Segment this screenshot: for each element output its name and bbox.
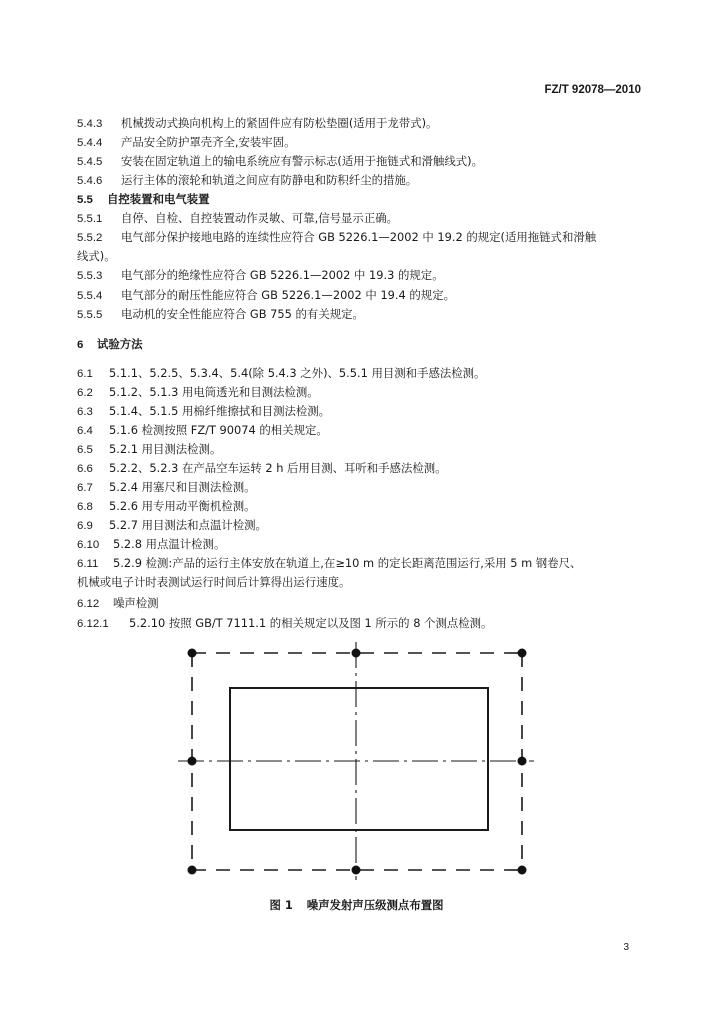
- clause-heading: 自控装置和电气装置: [107, 192, 210, 206]
- clause-text: 电气部分的耐压性能应符合 GB 5226.1—2002 中 19.4 的规定。: [121, 288, 455, 302]
- clause-text: 自停、自检、自控装置动作灵敏、可靠,信号显示正确。: [121, 211, 398, 225]
- section-6-heading: [77, 337, 642, 352]
- clause-number: 5.5.4: [77, 290, 103, 302]
- test-text: 5.2.2、5.2.3 在产品空车运转 2 h 后用目测、耳听和手感法检测。: [109, 461, 447, 475]
- standard-code: FZ/T 92078—2010: [544, 84, 641, 96]
- test-number: 6.12: [77, 598, 100, 610]
- figure-title: 噪声发射声压级测点布置图: [306, 898, 444, 912]
- figure-caption: [0, 897, 713, 913]
- test-text: 5.1.4、5.1.5 用棉纤维擦拭和目测法检测。: [109, 404, 331, 418]
- clause-5-5-4: [77, 288, 642, 303]
- measurement-point: [188, 649, 197, 658]
- clause-number: 5.5.2: [77, 232, 103, 244]
- clause-number: 5.5: [77, 194, 93, 206]
- clause-number: 5.5.5: [77, 309, 103, 321]
- measurement-point: [518, 866, 527, 875]
- section-title: 试验方法: [97, 337, 143, 351]
- clause-5-5-1: [77, 211, 642, 226]
- test-6-5: [77, 442, 642, 457]
- measurement-point: [518, 649, 527, 658]
- clause-text: 安装在固定轨道上的输电系统应有警示标志(适用于拖链式和滑触线式)。: [121, 154, 483, 168]
- test-number: 6.2: [77, 387, 93, 399]
- clause-number: 5.4.4: [77, 137, 103, 149]
- clause-number: 5.4.3: [77, 118, 103, 130]
- test-6-4: [77, 423, 642, 438]
- clause-text: 电气部分的绝缘性应符合 GB 5226.1—2002 中 19.3 的规定。: [121, 268, 444, 282]
- test-text: 5.2.1 用目测法检测。: [109, 442, 222, 456]
- test-6-10: [77, 537, 642, 552]
- clause-5-5-2-continued: 线式)。: [77, 249, 116, 263]
- clause-text: 产品安全防护罩壳齐全,安装牢固。: [121, 135, 296, 149]
- clause-number: 5.4.6: [77, 175, 103, 187]
- test-text: 5.1.6 检测按照 FZ/T 90074 的相关规定。: [109, 423, 328, 437]
- measurement-point: [188, 866, 197, 875]
- test-text: 5.2.8 用点温计检测。: [113, 537, 226, 551]
- test-number: 6.1: [77, 368, 93, 380]
- test-6-1: [77, 366, 642, 381]
- test-text: 5.2.9 检测:产品的运行主体安放在轨道上,在≥10 m 的定长距离范围运行,采用 5 m 钢卷尺、: [113, 556, 582, 570]
- measurement-point: [188, 757, 197, 766]
- test-number: 6.10: [77, 539, 100, 551]
- clause-text: 电气部分保护接地电路的连续性应符合 GB 5226.1—2002 中 19.2 的规定(适用拖链式和滑触: [121, 230, 597, 244]
- clause-5-5-3: [77, 268, 642, 283]
- clause-5-4-3: [77, 116, 642, 131]
- test-number: 6.11: [77, 558, 99, 570]
- test-text: 5.2.10 按照 GB/T 7111.1 的相关规定以及图 1 所示的 8 个测点检测。: [129, 616, 493, 630]
- clause-5-5-5: [77, 307, 642, 322]
- test-6-2: [77, 385, 642, 400]
- test-number: 6.8: [77, 501, 93, 513]
- test-6-11: [77, 556, 642, 571]
- test-6-11-continued: 机械或电子计时表测试运行时间后计算得出运行速度。: [77, 575, 351, 589]
- test-number: 6.3: [77, 406, 93, 418]
- test-text: 5.2.6 用专用动平衡机检测。: [109, 499, 256, 513]
- test-number: 6.6: [77, 463, 93, 475]
- measurement-point: [518, 757, 527, 766]
- clause-number: 5.5.1: [77, 213, 103, 225]
- test-number: 6.5: [77, 444, 93, 456]
- figure-label: 图 1: [269, 898, 293, 912]
- test-text: 5.1.2、5.1.3 用电筒透光和目测法检测。: [109, 385, 319, 399]
- section-number: 6: [77, 339, 84, 351]
- clause-5-4-4: [77, 135, 642, 150]
- clause-text: 机械拨动式换向机构上的紧固件应有防松垫圈(适用于龙带式)。: [121, 116, 438, 130]
- test-number: 6.4: [77, 425, 93, 437]
- test-6-12: [77, 596, 642, 611]
- test-6-8: [77, 499, 642, 514]
- clause-5-4-6: [77, 173, 642, 188]
- measurement-point: [352, 649, 361, 658]
- clause-5-4-5: [77, 154, 642, 169]
- noise-measurement-diagram: [170, 640, 540, 880]
- test-text: 5.2.7 用目测法和点温计检测。: [109, 518, 267, 532]
- test-number: 6.7: [77, 482, 93, 494]
- test-number: 6.12.1: [77, 618, 109, 630]
- test-text: 5.2.4 用塞尺和目测法检测。: [109, 480, 256, 494]
- clause-number: 5.4.5: [77, 156, 103, 168]
- test-number: 6.9: [77, 520, 93, 532]
- clause-text: 运行主体的滚轮和轨道之间应有防静电和防积纤尘的措施。: [121, 173, 418, 187]
- test-6-6: [77, 461, 642, 476]
- test-6-3: [77, 404, 642, 419]
- test-text: 5.1.1、5.2.5、5.3.4、5.4(除 5.4.3 之外)、5.5.1 用目测和手感法检测。: [109, 366, 486, 380]
- test-text: 噪声检测: [113, 596, 159, 610]
- machine-outline: [230, 688, 488, 830]
- test-6-7: [77, 480, 642, 495]
- test-6-9: [77, 518, 642, 533]
- clause-text: 电动机的安全性能应符合 GB 755 的有关规定。: [121, 307, 364, 321]
- clause-5-5-heading: [77, 192, 642, 207]
- clause-5-5-2: [77, 230, 642, 245]
- page-number: 3: [623, 942, 629, 953]
- measurement-point: [352, 866, 361, 875]
- test-6-12-1: [77, 616, 642, 631]
- clause-number: 5.5.3: [77, 270, 103, 282]
